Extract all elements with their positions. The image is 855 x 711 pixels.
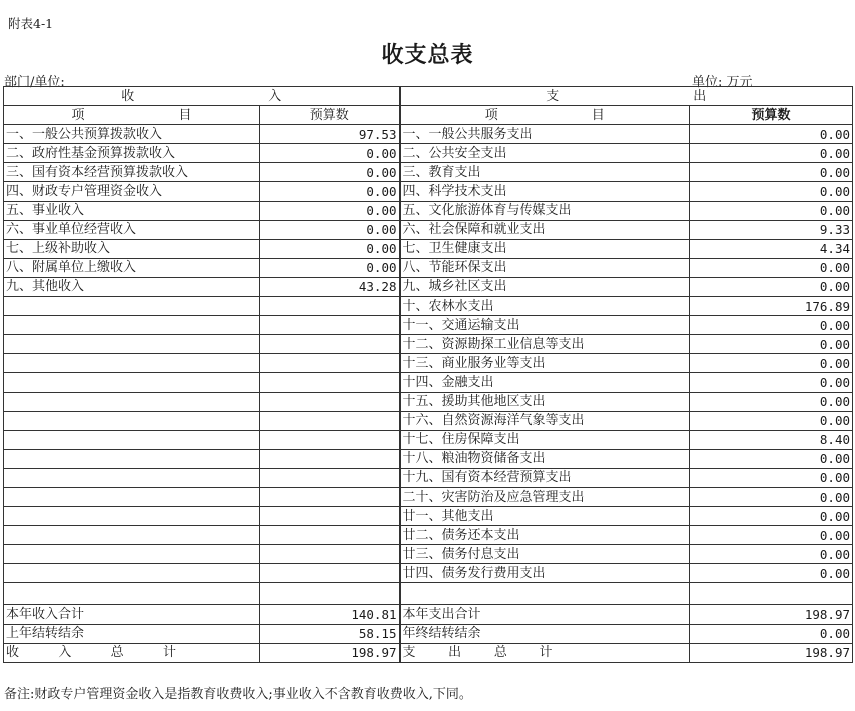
expense-item-value: 0.00: [690, 258, 853, 277]
income-item-label: [4, 316, 260, 335]
table-row: [4, 411, 853, 430]
item-header-char: 项: [484, 107, 498, 123]
income-item-value: [260, 335, 400, 354]
income-item-value: [260, 392, 400, 411]
annex-label: 附表4-1: [8, 16, 54, 31]
income-item-label: 八、附属单位上缴收入: [4, 258, 260, 277]
table-row: [4, 430, 853, 449]
expense-item-label: 十、农林水支出: [400, 297, 690, 316]
income-item-label: [4, 545, 260, 564]
income-item-label: [4, 564, 260, 583]
grand-income-label: [4, 643, 260, 662]
table-row: [4, 182, 853, 201]
expense-item-value: 0.00: [690, 201, 853, 220]
grand-expense-label: [400, 643, 690, 662]
income-header-char: 入: [268, 88, 282, 104]
income-item-label: [4, 411, 260, 430]
unit-label: 单位: 万元: [692, 75, 753, 90]
table-row: [4, 220, 853, 239]
expense-item-value: 0.00: [690, 316, 853, 335]
income-item-label: [4, 392, 260, 411]
item-header-char: 项: [71, 107, 85, 123]
expense-item-value: 0.00: [690, 411, 853, 430]
expense-item-label: 十四、金融支出: [400, 373, 690, 392]
page-title: 收支总表: [381, 42, 474, 68]
expense-item-value: 0.00: [690, 487, 853, 506]
blank-cell: [4, 583, 260, 605]
expense-item-label: 八、节能环保支出: [400, 258, 690, 277]
income-item-label: [4, 526, 260, 545]
expense-item-header: [400, 106, 690, 125]
expense-item-label: 廿二、债务还本支出: [400, 526, 690, 545]
income-item-value: [260, 545, 400, 564]
table-row: [4, 468, 853, 487]
income-item-label: 一、一般公共预算拨款收入: [4, 125, 260, 144]
expense-item-label: 三、教育支出: [400, 163, 690, 182]
expense-item-value: 0.00: [690, 125, 853, 144]
expense-item-value: 0.00: [690, 277, 853, 296]
table-row: [4, 201, 853, 220]
expense-item-label: 廿四、债务发行费用支出: [400, 564, 690, 583]
income-item-label: 七、上级补助收入: [4, 239, 260, 258]
income-item-value: [260, 468, 400, 487]
income-item-label: [4, 449, 260, 468]
table-row: [4, 335, 853, 354]
dept-label: 部门/单位:: [4, 75, 65, 90]
income-item-value: 97.53: [260, 125, 400, 144]
table-row: [4, 354, 853, 373]
column-header-row: [4, 106, 853, 125]
expense-item-label: 十八、粮油物资储备支出: [400, 449, 690, 468]
expense-item-value: 8.40: [690, 430, 853, 449]
item-header-char: 目: [178, 107, 192, 123]
income-item-value: 0.00: [260, 144, 400, 163]
income-item-label: [4, 354, 260, 373]
expense-item-value: 9.33: [690, 220, 853, 239]
footnote: 备注:财政专户管理资金收入是指教育收费收入;事业收入不含教育收费收入,下同。: [4, 687, 472, 702]
income-item-label: [4, 487, 260, 506]
grand-income-char: 入: [58, 645, 72, 661]
expense-item-label: 廿三、债务付息支出: [400, 545, 690, 564]
income-item-label: [4, 507, 260, 526]
grand-expense-chars: [403, 644, 553, 661]
grand-expense-char: 总: [493, 645, 507, 661]
expense-item-value: 0.00: [690, 449, 853, 468]
blank-cell: [400, 583, 690, 605]
grand-income-char: 收: [6, 645, 20, 661]
table-row: [4, 545, 853, 564]
income-item-label: 六、事业单位经营收入: [4, 220, 260, 239]
expense-item-value: 0.00: [690, 526, 853, 545]
expense-item-label: 二、公共安全支出: [400, 144, 690, 163]
table-row: [4, 507, 853, 526]
expense-item-value: 0.00: [690, 144, 853, 163]
expense-item-label: 一、一般公共服务支出: [400, 125, 690, 144]
expense-header-char: 支: [546, 88, 560, 104]
budget-summary-table: [3, 86, 853, 663]
total-row: [4, 605, 853, 624]
expense-item-value: 176.89: [690, 297, 853, 316]
income-item-label: 二、政府性基金预算拨款收入: [4, 144, 260, 163]
income-section-header: [4, 87, 400, 106]
income-item-label: 四、财政专户管理资金收入: [4, 182, 260, 201]
income-item-value: [260, 354, 400, 373]
income-item-label: [4, 468, 260, 487]
income-item-value: [260, 411, 400, 430]
expense-item-label: 十二、资源勘探工业信息等支出: [400, 335, 690, 354]
grand-expense-char: 支: [402, 645, 416, 661]
expense-item-label: 十一、交通运输支出: [400, 316, 690, 335]
income-item-value: [260, 564, 400, 583]
table-row: [4, 125, 853, 144]
income-item-value: [260, 526, 400, 545]
grand-total-row: [4, 643, 853, 662]
expense-item-label: 廿一、其他支出: [400, 507, 690, 526]
expense-item-value: 0.00: [690, 392, 853, 411]
carryover-row: [4, 624, 853, 643]
income-item-value: 0.00: [260, 201, 400, 220]
income-total-label: 本年收入合计: [4, 605, 260, 624]
expense-item-value: 0.00: [690, 163, 853, 182]
carryover-in-value: 58.15: [260, 624, 400, 643]
expense-item-value: 0.00: [690, 182, 853, 201]
carryover-in-label: 上年结转结余: [4, 624, 260, 643]
carryover-out-value: 0.00: [690, 624, 853, 643]
expense-item-value: 4.34: [690, 239, 853, 258]
expense-item-value: 0.00: [690, 354, 853, 373]
table-row: [4, 258, 853, 277]
expense-header-char: 出: [693, 88, 707, 104]
income-item-label: [4, 297, 260, 316]
expense-item-value: 0.00: [690, 468, 853, 487]
expense-item-value: 0.00: [690, 545, 853, 564]
table-row: [4, 239, 853, 258]
expense-item-value: 0.00: [690, 507, 853, 526]
table-row: [4, 373, 853, 392]
income-item-value: [260, 316, 400, 335]
income-item-header: [4, 106, 260, 125]
expense-item-label: 十九、国有资本经营预算支出: [400, 468, 690, 487]
income-item-value: [260, 297, 400, 316]
grand-income-value: 198.97: [260, 643, 400, 662]
income-item-value: 0.00: [260, 239, 400, 258]
grand-income-char: 计: [162, 645, 176, 661]
expense-item-value: 0.00: [690, 335, 853, 354]
expense-item-value: 0.00: [690, 564, 853, 583]
blank-row: [4, 583, 853, 605]
income-item-value: [260, 373, 400, 392]
blank-cell: [260, 583, 400, 605]
section-header-row: [4, 87, 853, 106]
table-row: [4, 487, 853, 506]
income-budget-header: 预算数: [260, 106, 400, 125]
income-item-value: [260, 507, 400, 526]
grand-expense-value: 198.97: [690, 643, 853, 662]
income-item-label: [4, 430, 260, 449]
expense-item-label: 六、社会保障和就业支出: [400, 220, 690, 239]
grand-income-chars: [6, 644, 176, 661]
grand-expense-char: 计: [539, 645, 553, 661]
income-item-value: 43.28: [260, 277, 400, 296]
grand-income-char: 总: [110, 645, 124, 661]
expense-item-value: 0.00: [690, 373, 853, 392]
expense-item-label: 十三、商业服务业等支出: [400, 354, 690, 373]
expense-item-label: 四、科学技术支出: [400, 182, 690, 201]
income-item-value: 0.00: [260, 220, 400, 239]
income-item-value: 0.00: [260, 163, 400, 182]
expense-total-value: 198.97: [690, 605, 853, 624]
table-row: [4, 163, 853, 182]
expense-item-label: 九、城乡社区支出: [400, 277, 690, 296]
table-row: [4, 316, 853, 335]
expense-item-label: 十五、援助其他地区支出: [400, 392, 690, 411]
income-item-value: [260, 487, 400, 506]
expense-item-label: 五、文化旅游体育与传媒支出: [400, 201, 690, 220]
income-item-label: 五、事业收入: [4, 201, 260, 220]
income-item-value: [260, 430, 400, 449]
grand-expense-char: 出: [448, 645, 462, 661]
carryover-out-label: 年终结转结余: [400, 624, 690, 643]
income-item-label: [4, 335, 260, 354]
expense-item-label: 十七、住房保障支出: [400, 430, 690, 449]
blank-cell: [690, 583, 853, 605]
income-item-value: 0.00: [260, 258, 400, 277]
income-item-label: 三、国有资本经营预算拨款收入: [4, 163, 260, 182]
table-row: [4, 526, 853, 545]
income-item-label: [4, 373, 260, 392]
expense-section-header: [400, 87, 853, 106]
table-row: [4, 297, 853, 316]
income-item-value: 0.00: [260, 182, 400, 201]
income-item-value: [260, 449, 400, 468]
expense-item-label: 十六、自然资源海洋气象等支出: [400, 411, 690, 430]
table-row: [4, 564, 853, 583]
expense-budget-header: 预算数: [690, 106, 853, 125]
item-header-char: 目: [591, 107, 605, 123]
income-total-value: 140.81: [260, 605, 400, 624]
table-row: [4, 144, 853, 163]
table-row: [4, 277, 853, 296]
expense-total-label: 本年支出合计: [400, 605, 690, 624]
expense-item-label: 七、卫生健康支出: [400, 239, 690, 258]
income-header-char: 收: [121, 88, 135, 104]
table-row: [4, 392, 853, 411]
table-row: [4, 449, 853, 468]
income-item-label: 九、其他收入: [4, 277, 260, 296]
expense-item-label: 二十、灾害防治及应急管理支出: [400, 487, 690, 506]
